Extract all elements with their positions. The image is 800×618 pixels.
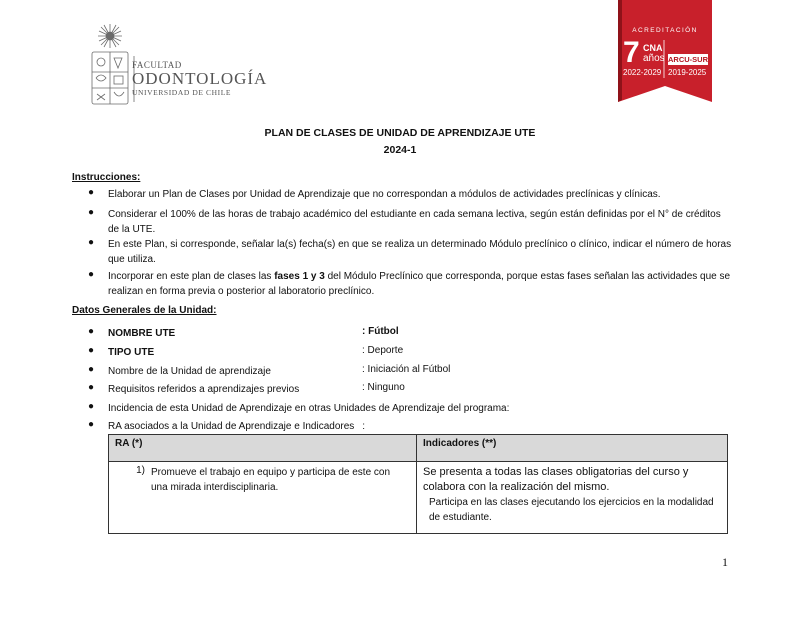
bullet-icon: ● <box>88 382 95 393</box>
bullet-icon: ● <box>88 207 95 218</box>
faculty-name: ODONTOLOGÍA <box>132 69 268 88</box>
instruction-item: Elaborar un Plan de Clases por Unidad de Aprendizaje que no correspondan a módulos de actividades preclínicas y clínicas. <box>108 189 661 200</box>
instruction-item: Incorporar en este plan de clases las fases 1 y 3 del Módulo Preclínico que corresponda, porque estas fases señalan las actividades que se realizan en forma previa o posterior al laboratorio preclínico. <box>108 271 731 297</box>
indicator-main: Se presenta a todas las clases obligatorias del curso y colabora con la realización del mismo. <box>423 466 689 493</box>
bullet-icon: ● <box>88 326 95 337</box>
bullet-icon: ● <box>88 187 95 198</box>
phases-emphasis: fases 1 y 3 <box>274 271 325 282</box>
bullet-icon: ● <box>88 401 95 412</box>
bullet-icon: ● <box>88 345 95 356</box>
bullet-icon: ● <box>88 269 95 280</box>
general-item-value: : Ninguno <box>362 382 405 393</box>
general-item-value: : Fútbol <box>362 326 399 337</box>
bullet-icon: ● <box>88 419 95 430</box>
ra-indicators-table <box>108 434 728 534</box>
cna-period: 2022-2029 <box>623 68 662 77</box>
arcu-sur-badge: ARCU-SUR <box>668 55 708 64</box>
faculty-wordmark <box>132 60 267 98</box>
document-period: 2024-1 <box>383 144 417 156</box>
general-item-label: NOMBRE UTE <box>108 328 176 339</box>
instruction-item: En este Plan, si corresponde, señalar la(s) fecha(s) en que se realiza un determinado Módulo preclínico o clínico, indicar el número de horas que utiliza. <box>108 239 732 265</box>
document-title: PLAN DE CLASES DE UNIDAD DE APRENDIZAJE UTE <box>264 127 536 139</box>
general-item-label: Nombre de la Unidad de aprendizaje <box>108 366 271 377</box>
ra-text: Promueve el trabajo en equipo y participa de este con una mirada interdisciplinaria. <box>151 467 391 493</box>
faculty-label: FACULTAD <box>132 60 182 70</box>
arcu-period: 2019-2025 <box>668 68 707 77</box>
general-item-value: : Iniciación al Fútbol <box>362 364 451 375</box>
bullet-icon: ● <box>88 237 95 248</box>
column-header-indicators: Indicadores (**) <box>417 435 728 462</box>
general-item-label: RA asociados a la Unidad de Aprendizaje e Indicadores : <box>108 421 366 432</box>
column-header-ra: RA (*) <box>109 435 417 462</box>
bullet-icon: ● <box>88 364 95 375</box>
general-item-value: : Deporte <box>362 345 404 356</box>
accreditation-years-number: 7 <box>623 36 640 69</box>
indicator-sub: Participa en las clases ejecutando los ejercicios en la modalidad de estudiante. <box>429 497 714 523</box>
table-header-row <box>109 435 728 462</box>
accreditation-label: ACREDITACIÓN <box>632 27 698 34</box>
ra-cell <box>109 462 417 534</box>
years-word: años <box>643 53 665 64</box>
general-item-label: Requisitos referidos a aprendizajes previos <box>108 384 300 395</box>
instructions-heading: Instrucciones: <box>72 172 141 183</box>
ra-number: 1) <box>136 465 145 476</box>
general-item-label: TIPO UTE <box>108 347 155 358</box>
university-name: UNIVERSIDAD DE CHILE <box>132 88 232 97</box>
table-row <box>109 462 728 534</box>
indicator-cell <box>417 462 728 534</box>
cna-label: CNA <box>643 43 663 53</box>
page-number: 1 <box>722 555 728 569</box>
instruction-item: Considerar el 100% de las horas de trabajo académico del estudiante en cada semana lectiva, según están definidas por el N° de créditos de la UTE. <box>108 209 721 235</box>
general-data-heading: Datos Generales de la Unidad: <box>72 305 217 316</box>
general-item-label: Incidencia de esta Unidad de Aprendizaje en otras Unidades de Aprendizaje del programa: <box>108 403 510 414</box>
